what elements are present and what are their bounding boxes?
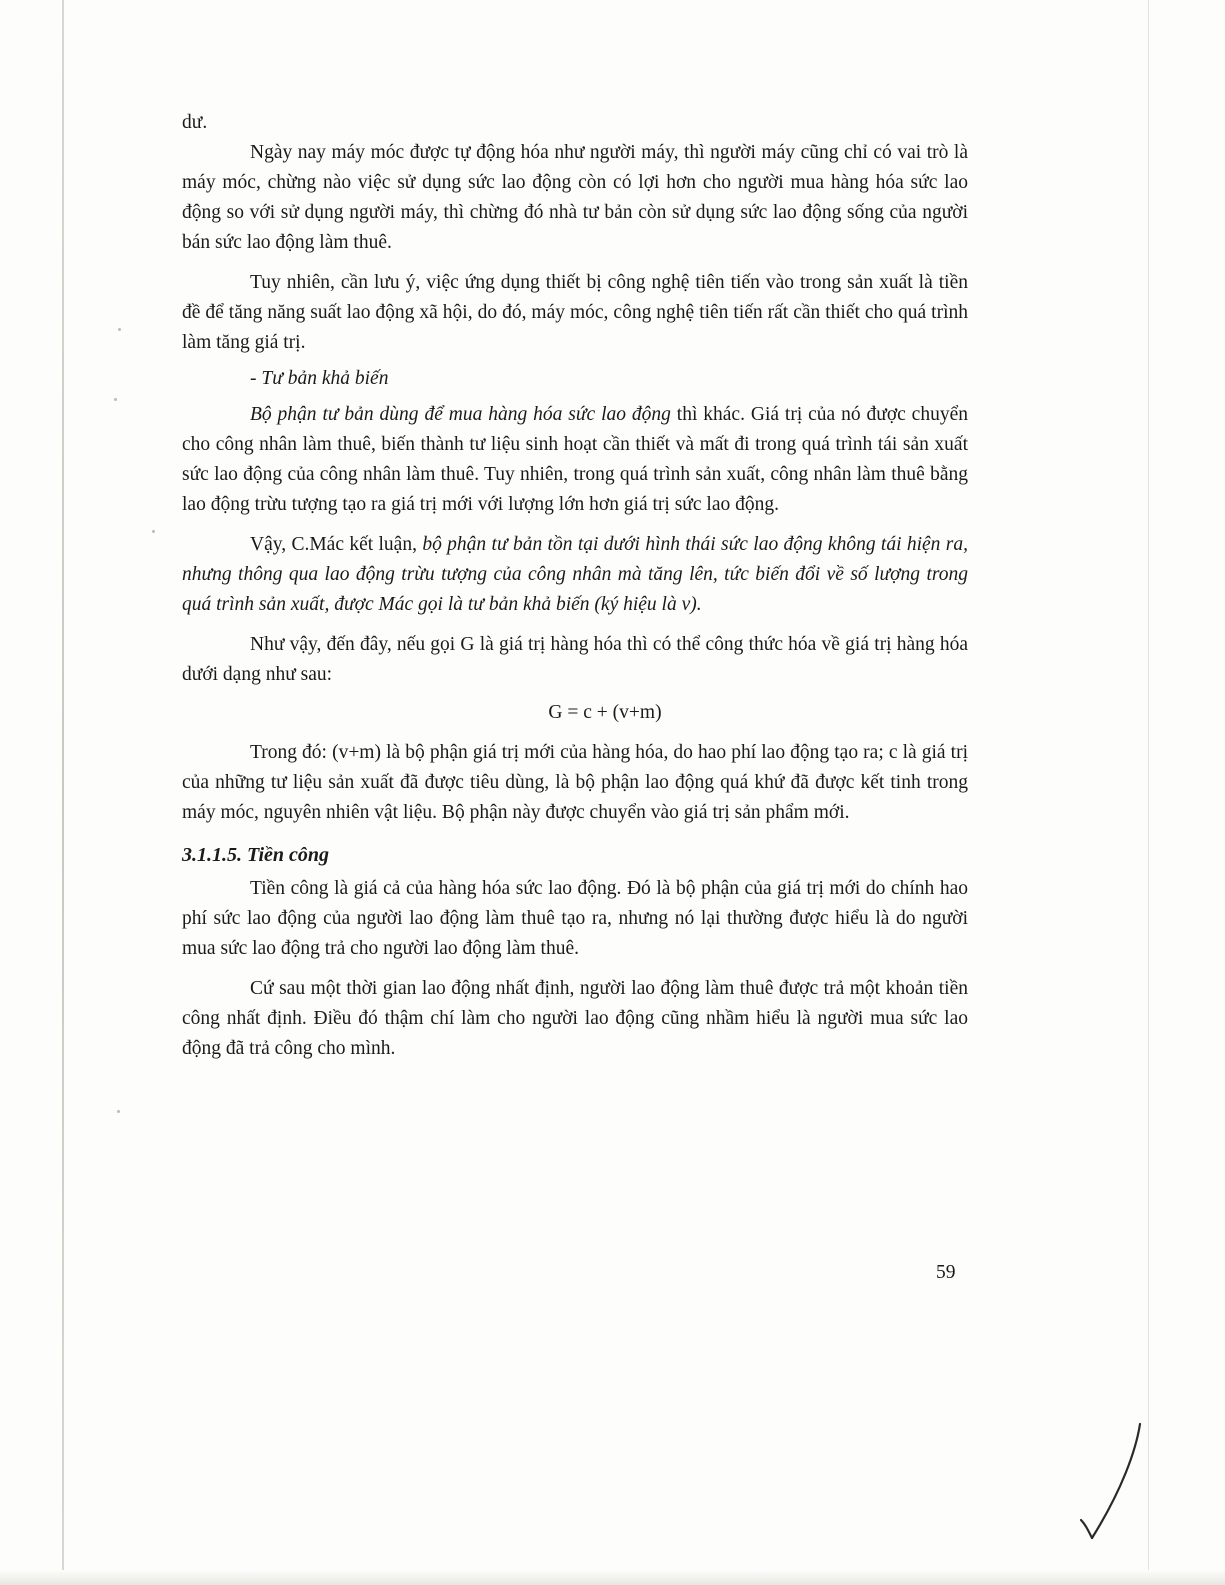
text-run: Như vậy, đến đây, nếu gọi G là giá trị hàng hóa thì có thể công thức hóa về giá trị hàng hóa dưới dạng như sau: <box>182 634 968 685</box>
text-run: Ngày nay máy móc được tự động hóa như người máy, thì người máy cũng chỉ có vai trò là máy móc, chừng nào việc sử dụng sức lao động còn có lợi hơn cho người mua hàng hóa sức lao động so với sử dụng người máy, thì chừng đó nhà tư bản còn sử dụng sức lao động sống của người bán sức lao động làm thuê. <box>182 142 968 253</box>
text-run: dư. <box>182 112 208 133</box>
scan-speck <box>117 1110 120 1113</box>
italic-text-run: Bộ phận tư bản dùng để mua hàng hóa sức lao động <box>250 404 671 425</box>
text-run: Cứ sau một thời gian lao động nhất định, người lao động làm thuê được trả một khoản tiền công nhất định. Điều đó thậm chí làm cho người lao động cũng nhầm hiểu là người mua sức lao động đã trả công cho mình. <box>182 978 968 1059</box>
paragraph-wage-definition <box>182 874 968 964</box>
scan-speck <box>152 530 155 533</box>
paragraph-formula-explanation <box>182 738 968 828</box>
text-run: thì khác. Giá trị của nó được chuyển cho công nhân làm thuê, biến thành tư liệu sinh hoạt cần thiết và mất đi trong quá trình tái sản xuất sức lao động của công nhân làm thuê. Tuy nhiên, trong quá trình sản xuất, công nhân làm thuê bằng lao động trừu tượng tạo ra giá trị mới với lượng lớn hơn giá trị sức lao động. <box>182 404 968 515</box>
scan-right-edge <box>1148 0 1149 1585</box>
scan-speck <box>118 328 121 331</box>
italic-text-run: - Tư bản khả biến <box>250 368 389 389</box>
subheading-variable-capital <box>182 364 968 394</box>
paragraph-labor-power-part <box>182 400 968 520</box>
paragraph-marx-conclusion <box>182 530 968 620</box>
scan-speck <box>114 398 117 401</box>
scan-bottom-edge <box>0 1570 1225 1585</box>
page-number: 59 <box>936 1262 956 1283</box>
text-run: Tiền công là giá cả của hàng hóa sức lao động. Đó là bộ phận của giá trị mới do chính hao phí sức lao động của người lao động làm thuê tạo ra, nhưng nó lại thường được hiểu là do người mua sức lao động trả cho người lao động làm thuê. <box>182 878 968 959</box>
scan-binding-edge <box>62 0 64 1585</box>
body-text <box>182 108 968 1064</box>
handwritten-check-mark-icon <box>1078 1420 1148 1545</box>
text-run: Vậy, C.Mác kết luận, <box>250 534 423 555</box>
paragraph-technology <box>182 268 968 358</box>
text-run: Tuy nhiên, cần lưu ý, việc ứng dụng thiết bị công nghệ tiên tiến vào trong sản xuất là tiền đề để tăng năng suất lao động xã hội, do đó, máy móc, công nghệ tiên tiến rất cần thiết cho quá trình làm tăng giá trị. <box>182 272 968 353</box>
paragraph-wage-perception <box>182 974 968 1064</box>
paragraph-robots <box>182 138 968 258</box>
section-heading: 3.1.1.5. Tiền công <box>182 844 330 866</box>
text-run: Trong đó: (v+m) là bộ phận giá trị mới của hàng hóa, do hao phí lao động tạo ra; c là giá trị của những tư liệu sản xuất đã được tiêu dùng, là bộ phận lao động quá khứ đã được kết tinh trong máy móc, nguyên nhiên vật liệu. Bộ phận này được chuyển vào giá trị sản phẩm mới. <box>182 742 968 823</box>
paragraph-continuation <box>182 108 968 138</box>
italic-text-run: bộ phận tư bản tồn tại dưới hình thái sức lao động không tái hiện ra, nhưng thông qua lao động trừu tượng của công nhân mà tăng lên, tức biến đổi về số lượng trong quá trình sản xuất, được Mác gọi là tư bản khả biến (ký hiệu là v). <box>182 534 969 615</box>
paragraph-formula-intro <box>182 630 968 690</box>
value-formula: G = c + (v+m) <box>548 702 662 723</box>
